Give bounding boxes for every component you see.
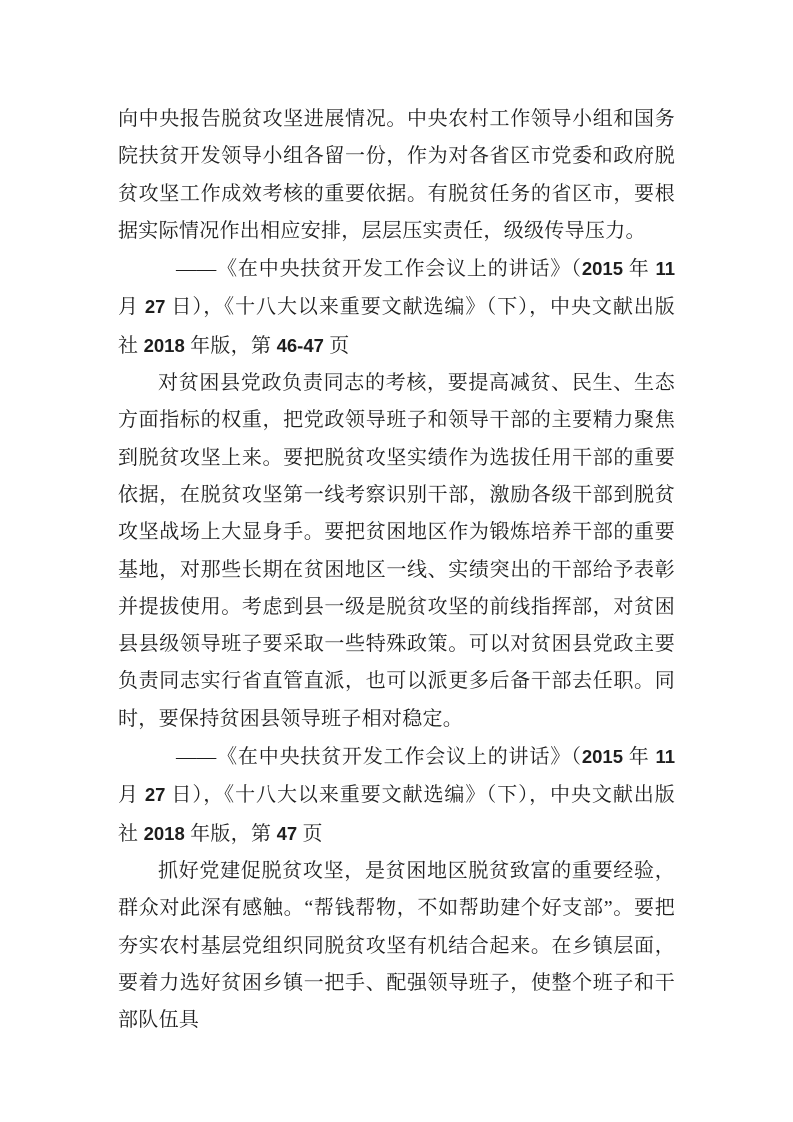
paragraph-body: 抓好党建促脱贫攻坚，是贫困地区脱贫致富的重要经验，群众对此深有感触。“帮钱帮物，不如帮助建个好支部”。要把夯实农村基层党组织同脱贫攻坚有机结合起来。在乡镇层面，要着力选好贫困乡镇一把手、配强领导班子，使整个班子和干部队伍具 <box>118 859 675 1032</box>
citation-source: ——《在中央扶贫开发工作会议上的讲话》（2015 年 11 月 27 日），《十八大以来重要文献选编》（下），中央文献出版社 2018 年版，第 47 页 <box>118 746 675 845</box>
paragraph-body-continuation: 向中央报告脱贫攻坚进展情况。中央农村工作领导小组和国务院扶贫开发领导小组各留一份，作为对各省区市党委和政府脱贫攻坚工作成效考核的重要依据。有脱贫任务的省区市，要根据实际情况作出相应安排，层层压实责任，级级传导压力。 <box>118 108 675 242</box>
paragraph-body: 对贫困县党政负责同志的考核，要提高减贫、民生、生态方面指标的权重，把党政领导班子和领导干部的主要精力聚焦到脱贫攻坚上来。要把脱贫攻坚实绩作为选拔任用干部的重要依据，在脱贫攻坚第一线考察识别干部，激励各级干部到脱贫攻坚战场上大显身手。要把贫困地区作为锻炼培养干部的重要基地，对那些长期在贫困地区一线、实绩突出的干部给予表彰并提拔使用。考虑到县一级是脱贫攻坚的前线指挥部，对贫困县县级领导班子要采取一些特殊政策。可以对贫困县党政主要负责同志实行省直管直派，也可以派更多后备干部去任职。同时，要保持贫困县领导班子相对稳定。 <box>118 372 675 730</box>
citation-source: ——《在中央扶贫开发工作会议上的讲话》（2015 年 11 月 27 日），《十八大以来重要文献选编》（下），中央文献出版社 2018 年版，第 46-47 页 <box>118 258 675 357</box>
document-text-block <box>118 101 675 1039</box>
